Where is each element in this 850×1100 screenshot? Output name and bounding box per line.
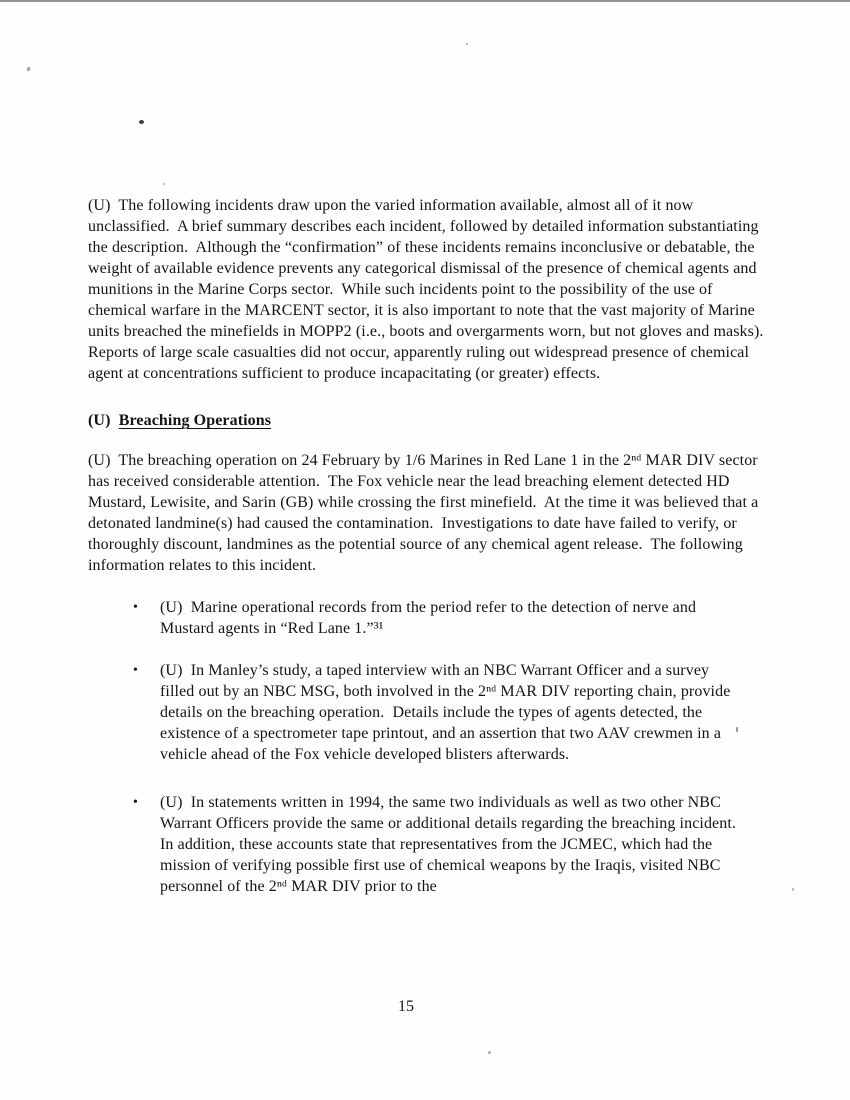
scan-edge-artifact — [0, 0, 850, 2]
section-heading-classification: (U) — [88, 412, 119, 429]
bullet-icon: • — [133, 663, 139, 678]
paragraph-breaching: (U) The breaching operation on 24 February by 1/6 Marines in Red Lane 1 in the 2ⁿᵈ MAR DIV sector has received considerable attention. The Fox vehicle near the lead breaching element detected HD Mustard, Lewisite, and Sarin (GB) while crossing the first minefield. At the time it was believed that a detonated landmine(s) had caused the contamination. Investigations to date have failed to verify, or thoroughly discount, landmines as the potential source of any chemical agent release. The following information relates to this incident. — [88, 452, 763, 574]
scan-speck — [26, 67, 30, 72]
bullet-text: (U) In Manley’s study, a taped interview with an NBC Warrant Officer and a survey filled out by an NBC MSG, both involved in the 2ⁿᵈ MAR DIV reporting chain, provide details on the breaching operation. Details include the types of agents detected, the existence of a spectrometer tape printout, and an assertion that two AAV crewmen in a vehicle ahead of the Fox vehicle developed blisters afterwards. — [160, 662, 735, 763]
page-number: 15 — [398, 998, 414, 1015]
bullet-icon: • — [133, 600, 139, 615]
section-heading-title: Breaching Operations — [118, 412, 272, 429]
scan-speck — [466, 43, 468, 45]
bullet-icon: • — [133, 795, 139, 810]
document-body — [88, 195, 772, 918]
scan-speck — [163, 183, 165, 185]
scan-speck — [488, 1051, 491, 1054]
section-heading — [88, 410, 764, 431]
bullet-text: (U) Marine operational records from the period refer to the detection of nerve and Mustard agents in “Red Lane 1.”³¹ — [160, 599, 701, 637]
list-item — [133, 660, 745, 765]
list-item — [133, 792, 745, 897]
bullet-text: (U) In statements written in 1994, the same two individuals as well as two other NBC Warrant Officers provide the same or additional details regarding the breaching incident. In addition, these accounts state that representatives from the JCMEC, which had the mission of verifying possible first use of chemical weapons by the Iraqis, visited NBC personnel of the 2ⁿᵈ MAR DIV prior to the — [160, 794, 745, 895]
bullet-list — [88, 597, 764, 897]
scan-speck — [792, 888, 794, 891]
list-item — [133, 597, 745, 639]
paragraph-intro: (U) The following incidents draw upon the varied information available, almost all of it now unclassified. A brief summary describes each incident, followed by detailed information substantiating the description. Although the “confirmation” of these incidents remains inconclusive or debatable, the weight of available evidence prevents any categorical dismissal of the presence of chemical agents and munitions in the Marine Corps sector. While such incidents point to the possibility of the use of chemical warfare in the MARCENT sector, it is also important to note that the vast majority of Marine units breached the minefields in MOPP2 (i.e., boots and overgarments worn, but not gloves and masks). Reports of large scale casualties did not occur, apparently ruling out widespread presence of chemical agent at concentrations sufficient to produce incapacitating (or greater) effects. — [88, 197, 772, 382]
scan-speck — [139, 120, 144, 124]
